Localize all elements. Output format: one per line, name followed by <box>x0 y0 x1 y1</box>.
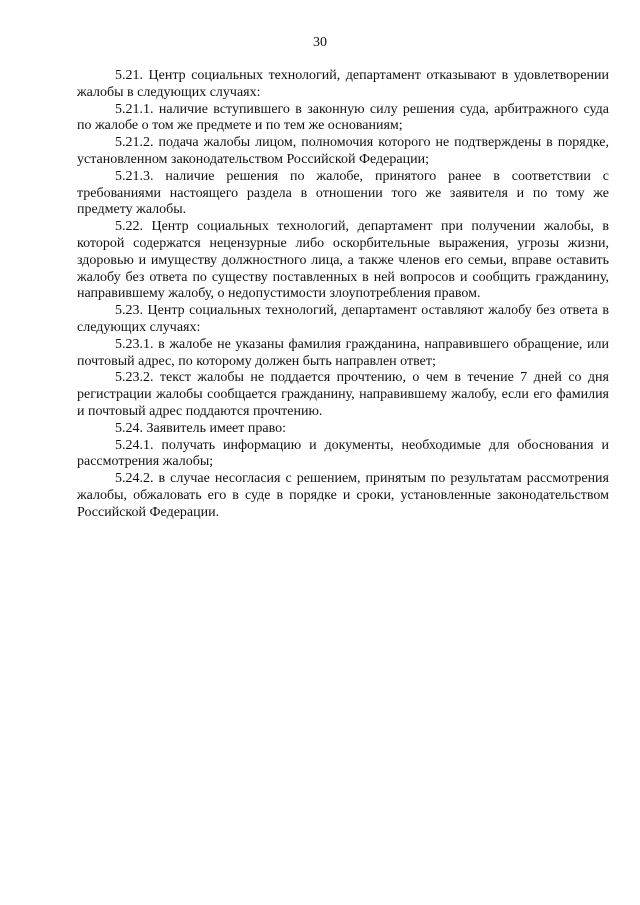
paragraph-5-23-1: 5.23.1. в жалобе не указаны фамилия гражданина, направившего обращение, или почтовый адрес, по которому должен быть направлен ответ; <box>77 336 609 369</box>
paragraph-5-24-2: 5.24.2. в случае несогласия с решением, принятым по результатам рассмотрения жалобы, обжаловать его в суде в порядке и сроки, установленные законодательством Российской Федерации. <box>77 471 609 520</box>
paragraph-5-21-2: 5.21.2. подача жалобы лицом, полномочия которого не подтверждены в порядке, установленном законодательством Российской Федерации; <box>77 135 609 167</box>
paragraph-5-21-1: 5.21.1. наличие вступившего в законную силу решения суда, арбитражного суда по жалобе о том же предмете и по тем же основаниям; <box>77 101 609 134</box>
page-number: 30 <box>313 35 327 50</box>
paragraph-5-23-2: 5.23.2. текст жалобы не поддается прочтению, о чем в течение 7 дней со дня регистрации жалобы сообщается гражданину, направившему жалобу, если его фамилия и почтовый адрес поддаются прочтению. <box>77 370 609 419</box>
paragraph-5-23: 5.23. Центр социальных технологий, департамент оставляют жалобу без ответа в следующих случаях: <box>77 303 609 335</box>
paragraph-5-22: 5.22. Центр социальных технологий, департамент при получении жалобы, в которой содержатся нецензурные либо оскорбительные выражения, угрозы жизни, здоровью и имуществу должностного лица, а также членов его семьи, вправе оставить жалобу без ответа по существу поставленных в ней вопросов и сообщить гражданину, направившему жалобу, о недопустимости злоупотребления правом. <box>77 219 609 302</box>
paragraph-5-24: 5.24. Заявитель имеет право: <box>115 420 286 436</box>
document-body <box>77 68 609 522</box>
paragraph-5-24-1: 5.24.1. получать информацию и документы, необходимые для обоснования и рассмотрения жалобы; <box>77 437 609 470</box>
paragraph-5-21-3: 5.21.3. наличие решения по жалобе, принятого ранее в соответствии с требованиями настоящего раздела в отношении того же заявителя и по тому же предмету жалобы. <box>77 168 609 218</box>
paragraph-5-21: 5.21. Центр социальных технологий, департамент отказывают в удовлетворении жалобы в следующих случаях: <box>77 68 609 100</box>
